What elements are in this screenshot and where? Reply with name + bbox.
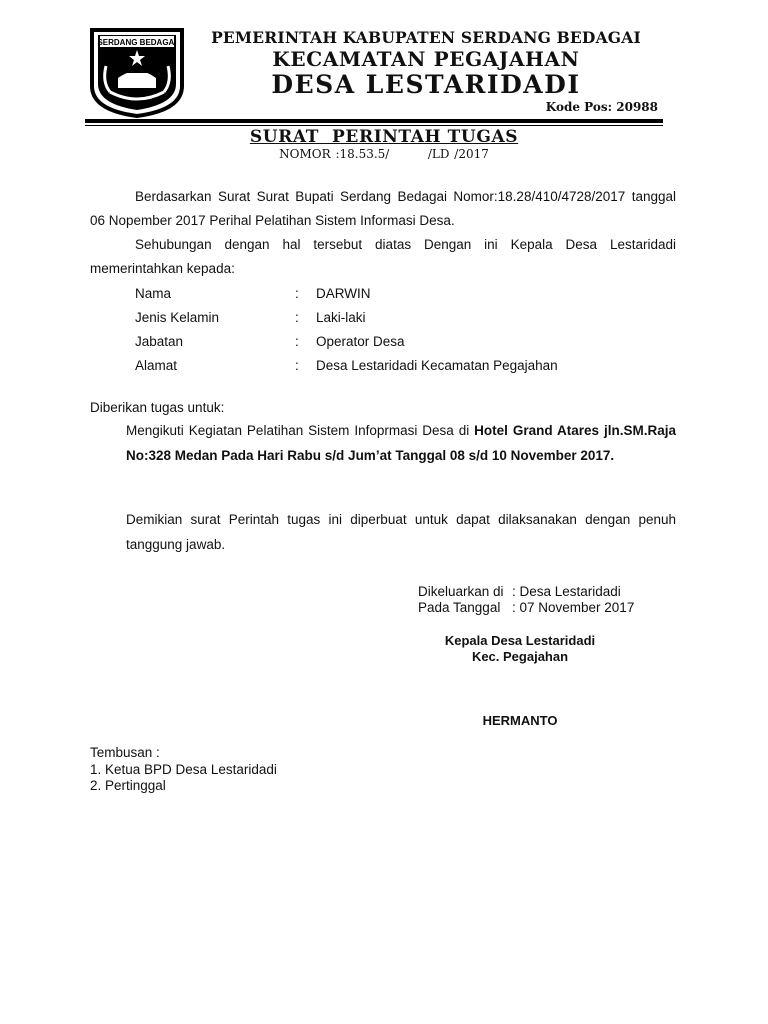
copies-heading: Tembusan : [90,745,160,760]
document-title: SURAT PERINTAH TUGAS [249,127,519,147]
issued-date-label: Pada Tanggal [418,600,501,615]
task-intro: Diberikan tugas untuk: [90,400,225,415]
letterhead-divider-thin [85,125,663,126]
detail-colon: : [295,286,299,301]
detail-label: Alamat [135,358,178,373]
detail-colon: : [295,310,299,325]
document-number: NOMOR :18.53.5/ /LD /2017 [279,147,489,161]
signatory-name: HERMANTO [482,713,558,728]
district-name: KECAMATAN PEGAJAHAN [272,47,580,71]
issued-date-value: : 07 November 2017 [512,600,635,615]
detail-value: Laki-laki [316,310,366,325]
detail-label: Jabatan [135,334,184,349]
opening-paragraph: Berdasarkan Surat Surat Bupati Serdang Bedagai Nomor:18.28/410/4728/2017 tanggal 06 Nopember 2017 Perihal Pelatihan Sistem Informasi Desa. [90,189,676,228]
detail-colon: : [295,358,299,373]
signatory-position: Kepala Desa Lestaridadi [444,633,596,648]
instruction-paragraph: Sehubungan dengan hal tersebut diatas Dengan ini Kepala Desa Lestaridadi memerintahkan kepada: [90,237,676,276]
detail-value: Desa Lestaridadi Kecamatan Pegajahan [316,358,558,373]
issued-place-label: Dikeluarkan di [418,584,504,599]
copies-item: 1. Ketua BPD Desa Lestaridadi [90,762,277,777]
copies-item: 2. Pertinggal [90,778,166,793]
task-venue-date: Hotel Grand Atares jln.SM.Raja No:328 Medan Pada Hari Rabu s/d Jum’at Tanggal 08 s/d 10 November 2017 [126,423,676,463]
detail-value: Operator Desa [316,334,405,349]
government-name: PEMERINTAH KABUPATEN SERDANG BEDAGAI [211,28,641,47]
emblem-banner-text: SERDANG BEDAGAI [97,38,177,47]
detail-label: Nama [135,286,172,301]
letterhead-divider [85,119,663,123]
signatory-subdistrict: Kec. Pegajahan [471,649,569,664]
detail-colon: : [295,334,299,349]
detail-value: DARWIN [316,286,371,301]
issued-place-value: : Desa Lestaridadi [512,584,621,599]
village-name: DESA LESTARIDADI [271,70,581,99]
closing-paragraph: Demikian surat Perintah tugas ini diperbuat untuk dapat dilaksanakan dengan penuh tanggung jawab. [126,512,676,552]
detail-label: Jenis Kelamin [135,310,220,325]
postal-code: Kode Pos: 20988 [545,100,658,114]
task-description: Mengikuti Kegiatan Pelatihan Sistem Infoprmasi Desa di Hotel Grand Atares jln.SM.Raja No:328 Medan Pada Hari Rabu s/d Jum’at Tanggal 08 s/d 10 November 2017. [126,423,676,463]
regency-emblem-icon [88,26,186,118]
